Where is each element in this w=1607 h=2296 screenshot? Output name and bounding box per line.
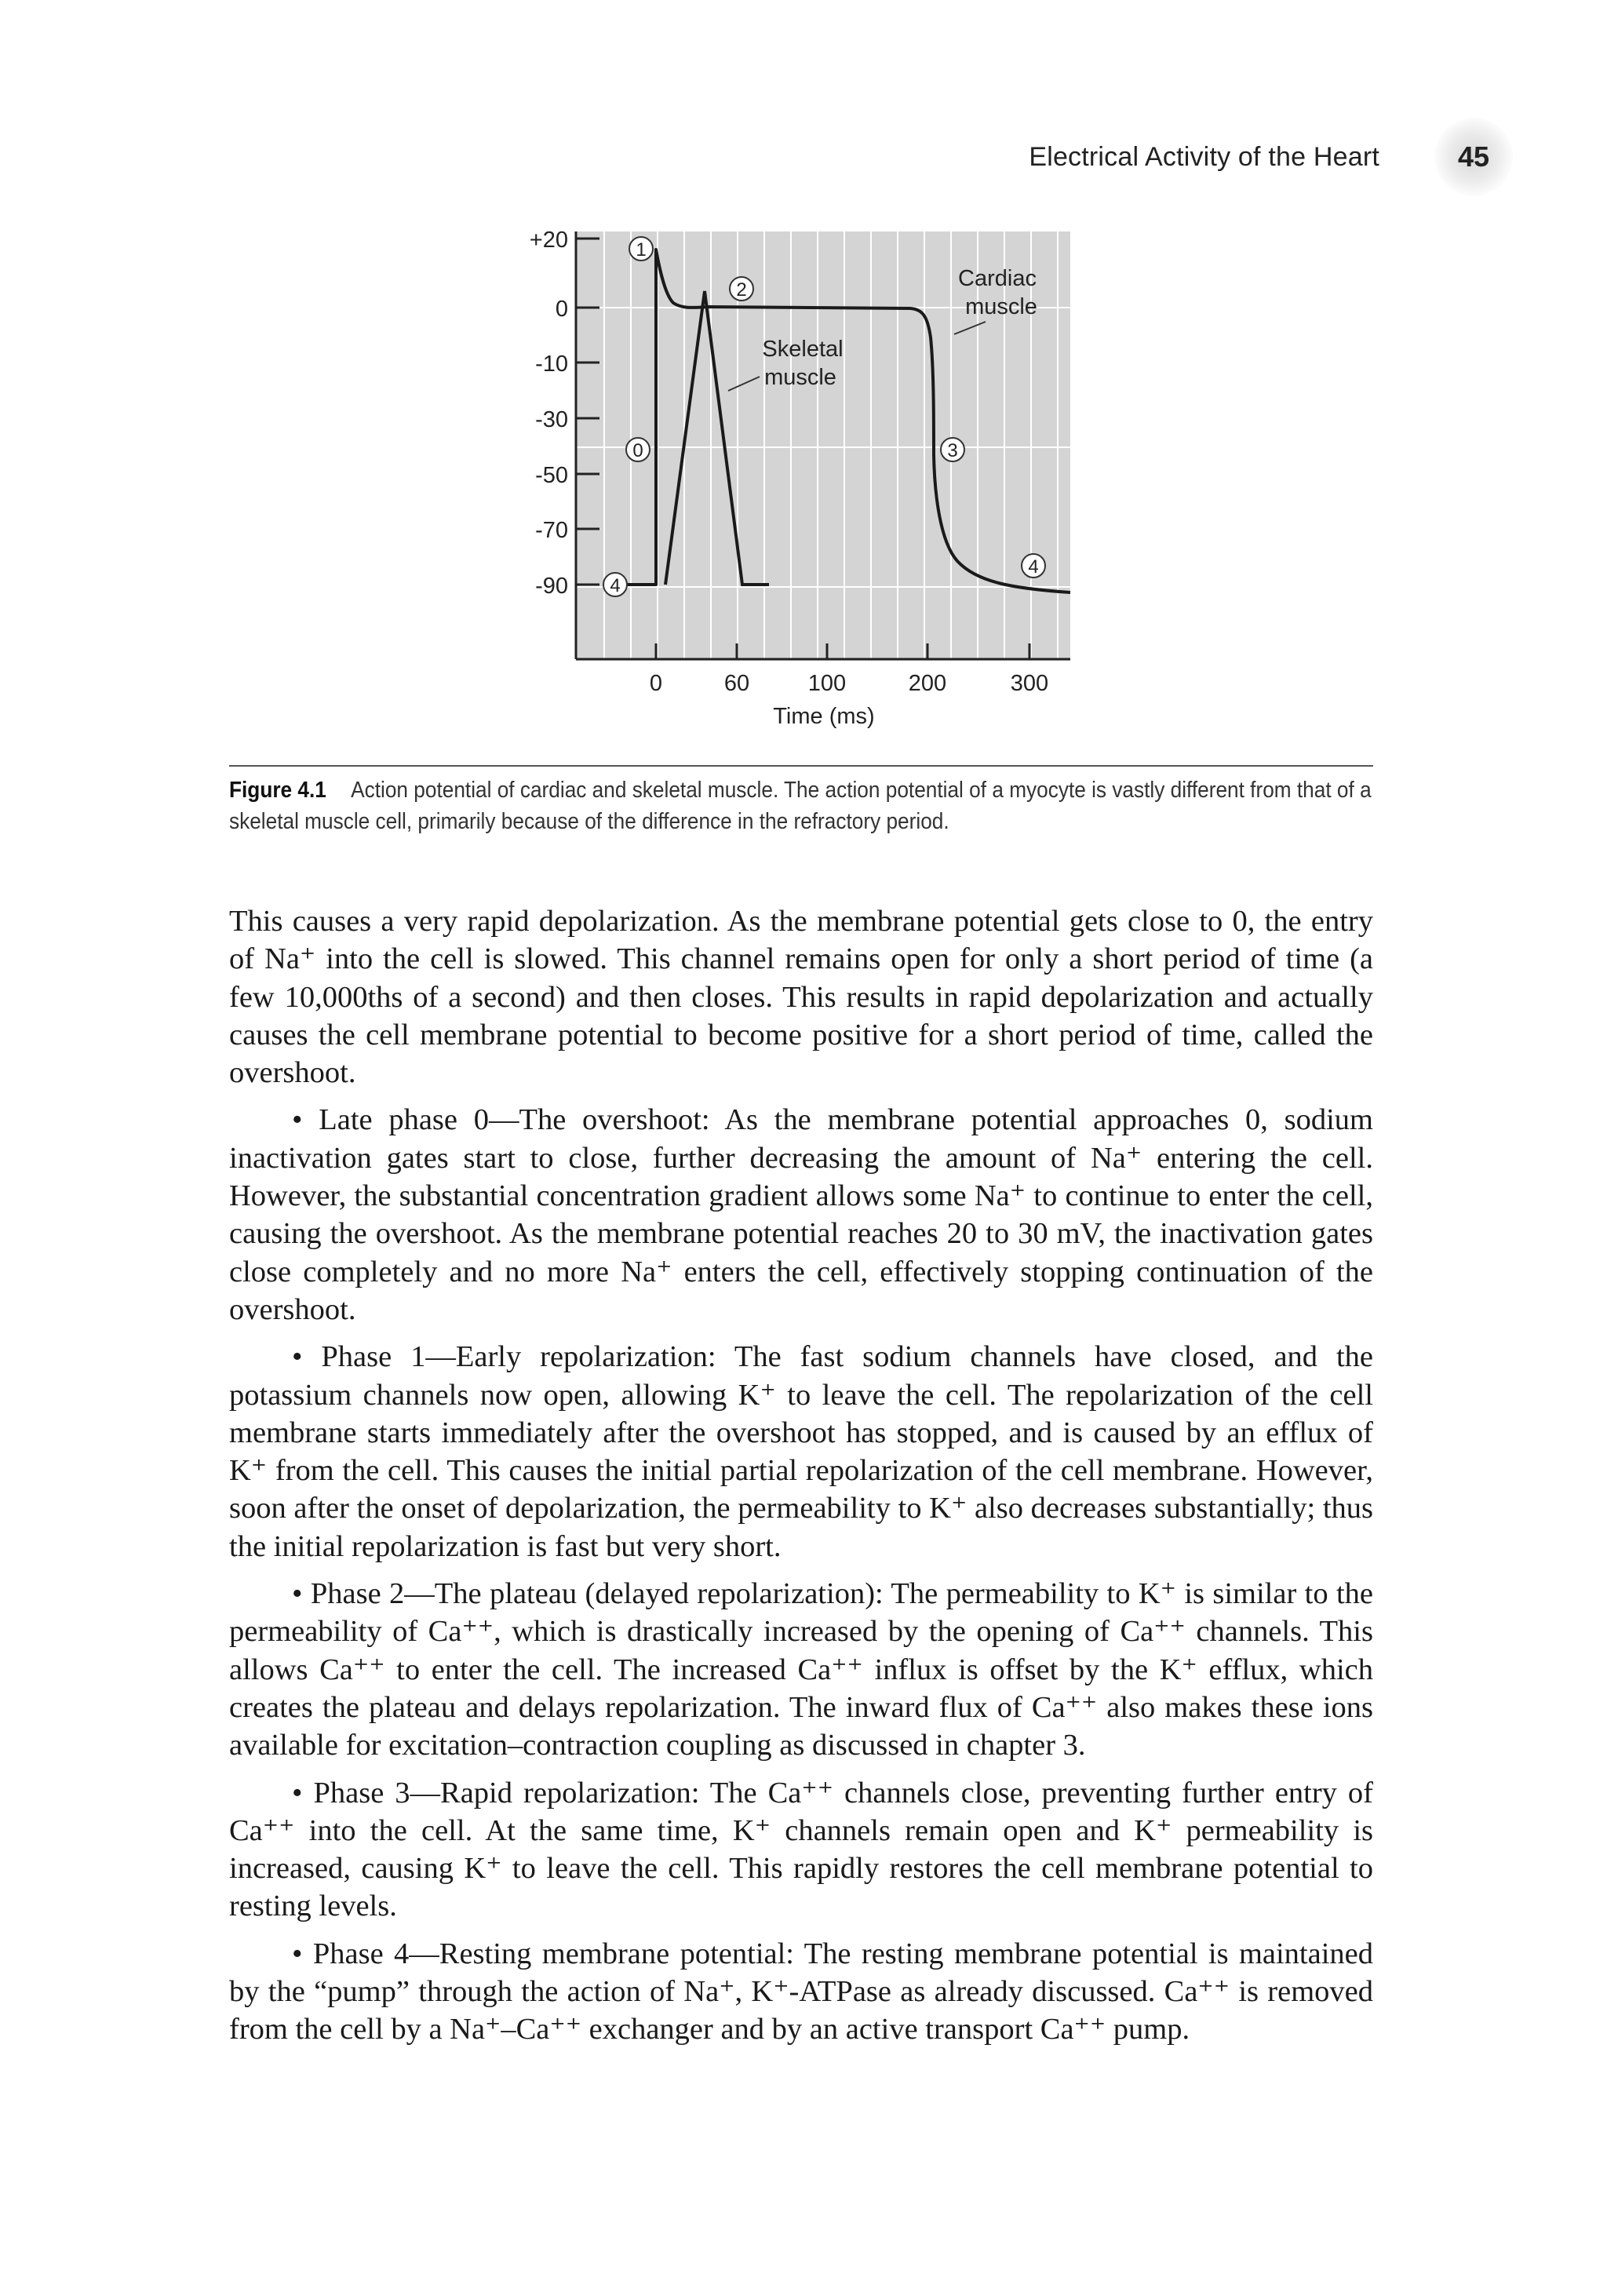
phase-marker-label: 0 <box>632 440 643 461</box>
body-text <box>229 902 1373 2058</box>
page-number: 45 <box>1434 118 1513 196</box>
bullet-paragraph: • Late phase 0—The overshoot: As the membrane potential approaches 0, sodium inactivation gates start to close, further decreasing the amount of Na⁺ entering the cell. However, the substantial concentration gradient allows some Na⁺ to continue to enter the cell, causing the overshoot. As the membrane potential reaches 20 to 30 mV, the inactivation gates close completely and no more Na⁺ enters the cell, effectively stopping continuation of the overshoot. <box>229 1103 1373 1326</box>
figure-4-1 <box>502 212 1099 745</box>
phase-marker-label: 4 <box>610 575 621 596</box>
running-title: Electrical Activity of the Heart <box>1029 141 1379 172</box>
x-axis-title: Time (ms) <box>773 704 875 729</box>
series-label-cardiac: muscle <box>965 294 1037 319</box>
y-tick-label: 0 <box>555 297 568 322</box>
y-tick-label: +20 <box>529 228 568 253</box>
figure-caption-text: Action potential of cardiac and skeletal muscle. The action potential of a myocyte is vastly different from that of a skeletal muscle cell, primarily because of the difference in the refractory period. <box>229 778 1372 834</box>
phase-marker <box>730 277 753 301</box>
bullet-paragraph: • Phase 3—Rapid repolarization: The Ca⁺⁺ channels close, preventing further entry of Ca⁺⁺ into the cell. At the same time, K⁺ channels remain open and K⁺ permeability is increased, causing K⁺ to leave the cell. This rapidly restores the cell membrane potential to resting levels. <box>229 1776 1373 1923</box>
phase-marker <box>603 573 627 596</box>
bullet-paragraph: • Phase 4—Resting membrane potential: The resting membrane potential is maintained by the “pump” through the action of Na⁺, K⁺-ATPase as already discussed. Ca⁺⁺ is removed from the cell by a Na⁺–Ca⁺⁺ exchanger and by an active transport Ca⁺⁺ pump. <box>229 1937 1373 2046</box>
x-tick-label: 0 <box>649 671 663 696</box>
x-tick-label: 200 <box>908 671 947 696</box>
y-tick-label: -90 <box>535 574 568 599</box>
y-tick-label: -30 <box>535 407 568 432</box>
phase-marker-label: 4 <box>1028 556 1039 578</box>
x-tick-label: 300 <box>1010 671 1049 696</box>
y-tick-label: -70 <box>535 518 568 543</box>
phase-marker <box>629 237 653 261</box>
bullet-paragraph: • Phase 1—Early repolarization: The fast sodium channels have closed, and the potassium channels now open, allowing K⁺ to leave the cell. The repolarization of the cell membrane starts immediately after the overshoot has stopped, and is caused by an efflux of K⁺ from the cell. This causes the initial partial repolarization of the cell membrane. However, soon after the onset of depolarization, the permeability to K⁺ also decreases substantially; thus the initial repolarization is fast but very short. <box>229 1340 1373 1563</box>
caption-rule <box>229 765 1373 767</box>
y-tick-label: -10 <box>535 352 568 377</box>
phase-marker <box>626 438 650 461</box>
series-label-skeletal: muscle <box>764 365 836 390</box>
bullet-paragraph: • Phase 2—The plateau (delayed repolarization): The permeability to K⁺ is similar to the permeability of Ca⁺⁺, which is drastically increased by the opening of Ca⁺⁺ channels. This allows Ca⁺⁺ to enter the cell. The increased Ca⁺⁺ influx is offset by the K⁺ efflux, which creates the plateau and delays repolarization. The inward flux of Ca⁺⁺ also makes these ions available for excitation–contraction coupling as discussed in chapter 3. <box>229 1577 1373 1762</box>
phase-marker <box>941 438 964 461</box>
x-tick-label: 100 <box>807 671 847 696</box>
y-tick-label: -50 <box>535 463 568 488</box>
action-potential-chart <box>502 212 1099 745</box>
series-label-skeletal: Skeletal <box>762 337 844 362</box>
series-label-cardiac: Cardiac <box>958 266 1037 291</box>
phase-marker-label: 3 <box>947 440 958 461</box>
x-tick-label: 60 <box>723 671 750 696</box>
phase-marker-label: 1 <box>636 239 647 261</box>
figure-label: Figure 4.1 <box>229 778 326 803</box>
paragraph: This causes a very rapid depolarization. As the membrane potential gets close to 0, the entry of Na⁺ into the cell is slowed. This channel remains open for only a short period of time (a few 10,000ths of a second) and then closes. This results in rapid depolarization and actually causes the cell membrane potential to become positive for a short period of time, called the overshoot. <box>229 905 1373 1090</box>
figure-caption <box>229 774 1373 837</box>
phase-marker-label: 2 <box>736 279 747 301</box>
phase-marker <box>1022 554 1045 578</box>
running-head <box>807 118 1513 196</box>
